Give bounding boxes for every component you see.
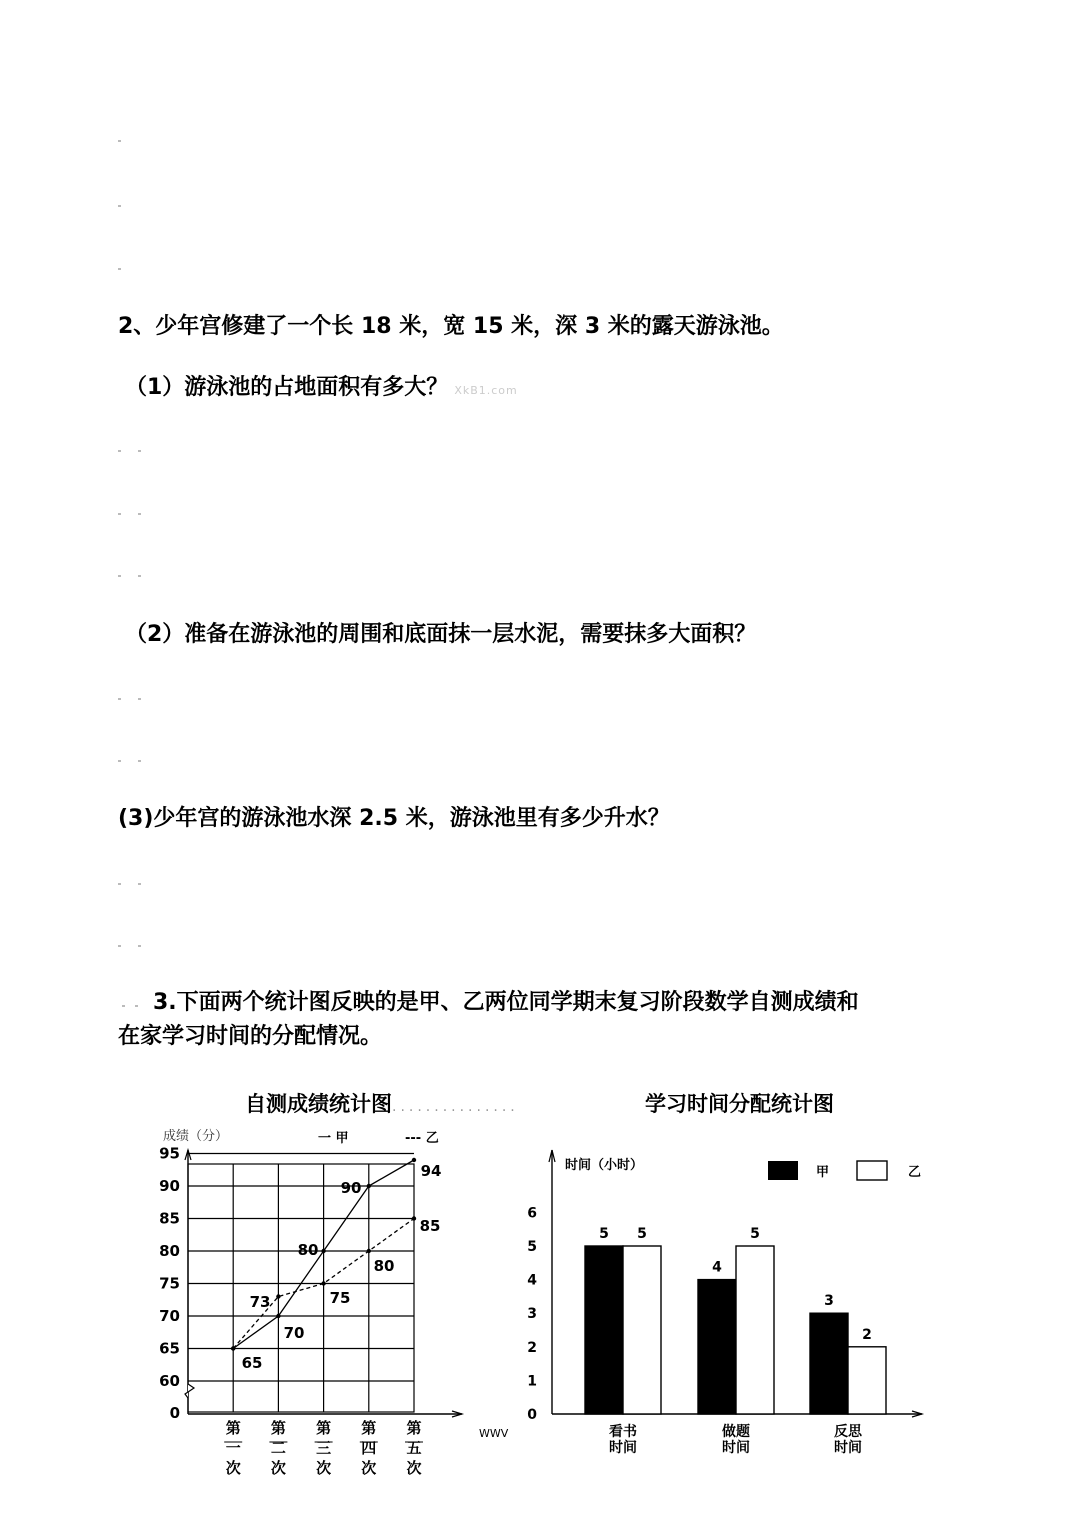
blank-mark	[118, 140, 121, 142]
dotted-leader: ...............	[392, 1099, 519, 1115]
data-label-jia: 94	[420, 1162, 442, 1180]
question-2-title: 2、少年宫修建了一个长 18 米，宽 15 米，深 3 米的露天游泳池。	[118, 314, 784, 339]
x-category-char: 第	[361, 1419, 377, 1437]
line-chart	[150, 1120, 509, 1477]
series-point-jia	[321, 1249, 325, 1253]
watermark-www: WWV	[479, 1427, 509, 1440]
blank-mark	[118, 205, 121, 207]
series-point-yi	[321, 1281, 325, 1285]
x-category-label: 看书	[609, 1424, 637, 1440]
legend-yi: --- 乙	[405, 1131, 439, 1146]
blank-mark	[122, 1005, 125, 1007]
data-label-jia: 90	[340, 1179, 362, 1197]
blank-mark	[138, 698, 141, 700]
x-category-char: 五	[406, 1439, 422, 1457]
line-chart-title-text: 自测成绩统计图	[245, 1092, 392, 1116]
y-tick-label: 5	[527, 1239, 537, 1255]
bar-jia	[585, 1246, 623, 1414]
legend-swatch-jia	[768, 1161, 798, 1180]
x-category-label: 时间	[722, 1440, 750, 1456]
y-tick-label: 0	[527, 1407, 537, 1423]
blank-mark	[135, 1005, 138, 1007]
bar-value-label-yi: 5	[750, 1226, 760, 1242]
bar-chart	[475, 1140, 935, 1485]
y-axis-label: 成绩（分）	[163, 1129, 229, 1144]
y-axis-label: 时间（小时）	[565, 1158, 644, 1173]
blank-mark	[138, 575, 141, 577]
y-tick-label: 65	[159, 1339, 180, 1358]
blank-mark	[138, 450, 141, 452]
data-label-yi: 73	[249, 1293, 271, 1311]
series-point-yi	[276, 1294, 280, 1298]
question-3-line-1: 3.下面两个统计图反映的是甲、乙两位同学期末复习阶段数学自测成绩和	[153, 990, 859, 1015]
x-category-char: 第	[270, 1419, 286, 1437]
question-2-part-2: （2）准备在游泳池的周围和底面抹一层水泥，需要抹多大面积？	[125, 622, 757, 647]
y-tick-label: 80	[159, 1242, 180, 1260]
blank-mark	[118, 698, 121, 700]
legend-label-jia: 甲	[816, 1165, 830, 1180]
blank-mark	[138, 760, 141, 762]
series-point-yi	[231, 1346, 235, 1350]
bar-value-label-jia: 5	[599, 1226, 609, 1242]
series-point-yi	[367, 1249, 371, 1253]
blank-mark	[118, 513, 121, 515]
x-category-char: 次	[406, 1459, 422, 1477]
y-tick-label: 85	[159, 1209, 180, 1228]
watermark: XkB1.com	[454, 384, 518, 397]
x-category-char: 二	[270, 1439, 286, 1457]
x-category-label: 时间	[834, 1440, 862, 1456]
question-2-part-1	[125, 370, 518, 401]
bar-jia	[810, 1313, 848, 1414]
blank-mark	[138, 513, 141, 515]
data-label-jia: 70	[283, 1324, 305, 1342]
series-point-jia	[367, 1184, 371, 1188]
bar-chart-bars	[585, 1161, 887, 1414]
x-category-char: 次	[361, 1459, 377, 1477]
bar-value-label-jia: 3	[824, 1293, 834, 1310]
x-category-label: 做题	[722, 1424, 750, 1440]
bar-value-label-yi: 5	[637, 1226, 647, 1242]
legend-jia: 一 甲	[318, 1131, 349, 1146]
x-category-label: 时间	[609, 1440, 637, 1456]
question-2-part-1-text: （1）游泳池的占地面积有多大？	[125, 375, 449, 400]
y-tick-label: 90	[159, 1177, 180, 1195]
data-label-jia: 80	[297, 1241, 319, 1259]
x-category-char: 次	[316, 1459, 332, 1477]
series-point-jia	[412, 1158, 416, 1162]
x-category-char: 第	[316, 1419, 332, 1437]
blank-mark	[118, 760, 121, 762]
bar-jia	[698, 1280, 736, 1414]
question-3-line-2: 在家学习时间的分配情况。	[118, 1024, 383, 1049]
data-label-yi: 85	[419, 1217, 441, 1235]
series-point-yi	[412, 1216, 416, 1220]
blank-mark	[138, 883, 141, 885]
y-tick-label: 70	[159, 1307, 180, 1325]
x-category-char: 一	[225, 1439, 241, 1457]
data-label-jia: 65	[241, 1354, 263, 1372]
x-category-char: 三	[316, 1439, 332, 1457]
bar-chart-title: 学习时间分配统计图	[645, 1092, 834, 1116]
blank-mark	[118, 450, 121, 452]
y-tick-label: 4	[527, 1272, 537, 1289]
bar-value-label-yi: 2	[862, 1326, 872, 1343]
x-category-char: 四	[361, 1439, 377, 1457]
y-tick-label: 60	[159, 1372, 180, 1390]
data-label-yi: 80	[373, 1257, 395, 1275]
line-chart-title	[245, 1088, 519, 1118]
legend-label-yi: 乙	[908, 1165, 922, 1180]
blank-mark	[118, 268, 121, 270]
bar-value-label-jia: 4	[712, 1259, 722, 1276]
y-tick-label: 2	[527, 1339, 537, 1356]
bar-yi	[848, 1347, 886, 1414]
axis-break-mark	[185, 1384, 194, 1398]
x-category-char: 第	[406, 1419, 422, 1437]
y-tick-label: 3	[527, 1306, 537, 1323]
x-category-label: 反思	[834, 1424, 862, 1440]
blank-mark	[118, 883, 121, 885]
blank-mark	[138, 945, 141, 947]
y-tick-label: 1	[527, 1373, 537, 1390]
bar-yi	[736, 1246, 774, 1414]
x-category-char: 次	[225, 1459, 241, 1477]
y-tick-label: 95	[159, 1144, 180, 1163]
x-category-char: 第	[225, 1419, 241, 1437]
legend-swatch-yi	[857, 1161, 887, 1180]
series-point-jia	[276, 1314, 280, 1318]
blank-mark	[118, 945, 121, 947]
line-chart-labels	[159, 1128, 509, 1477]
grid-border	[188, 1164, 414, 1412]
bar-yi	[623, 1246, 661, 1414]
blank-mark	[118, 575, 121, 577]
data-label-yi: 75	[329, 1289, 351, 1307]
question-2-part-3: (3)少年宫的游泳池水深 2.5 米，游泳池里有多少升水？	[118, 806, 670, 831]
y-tick-label: 75	[159, 1274, 180, 1293]
y-tick-label: 6	[527, 1205, 537, 1222]
x-category-char: 次	[270, 1459, 286, 1477]
y-tick-label: 0	[169, 1404, 180, 1422]
